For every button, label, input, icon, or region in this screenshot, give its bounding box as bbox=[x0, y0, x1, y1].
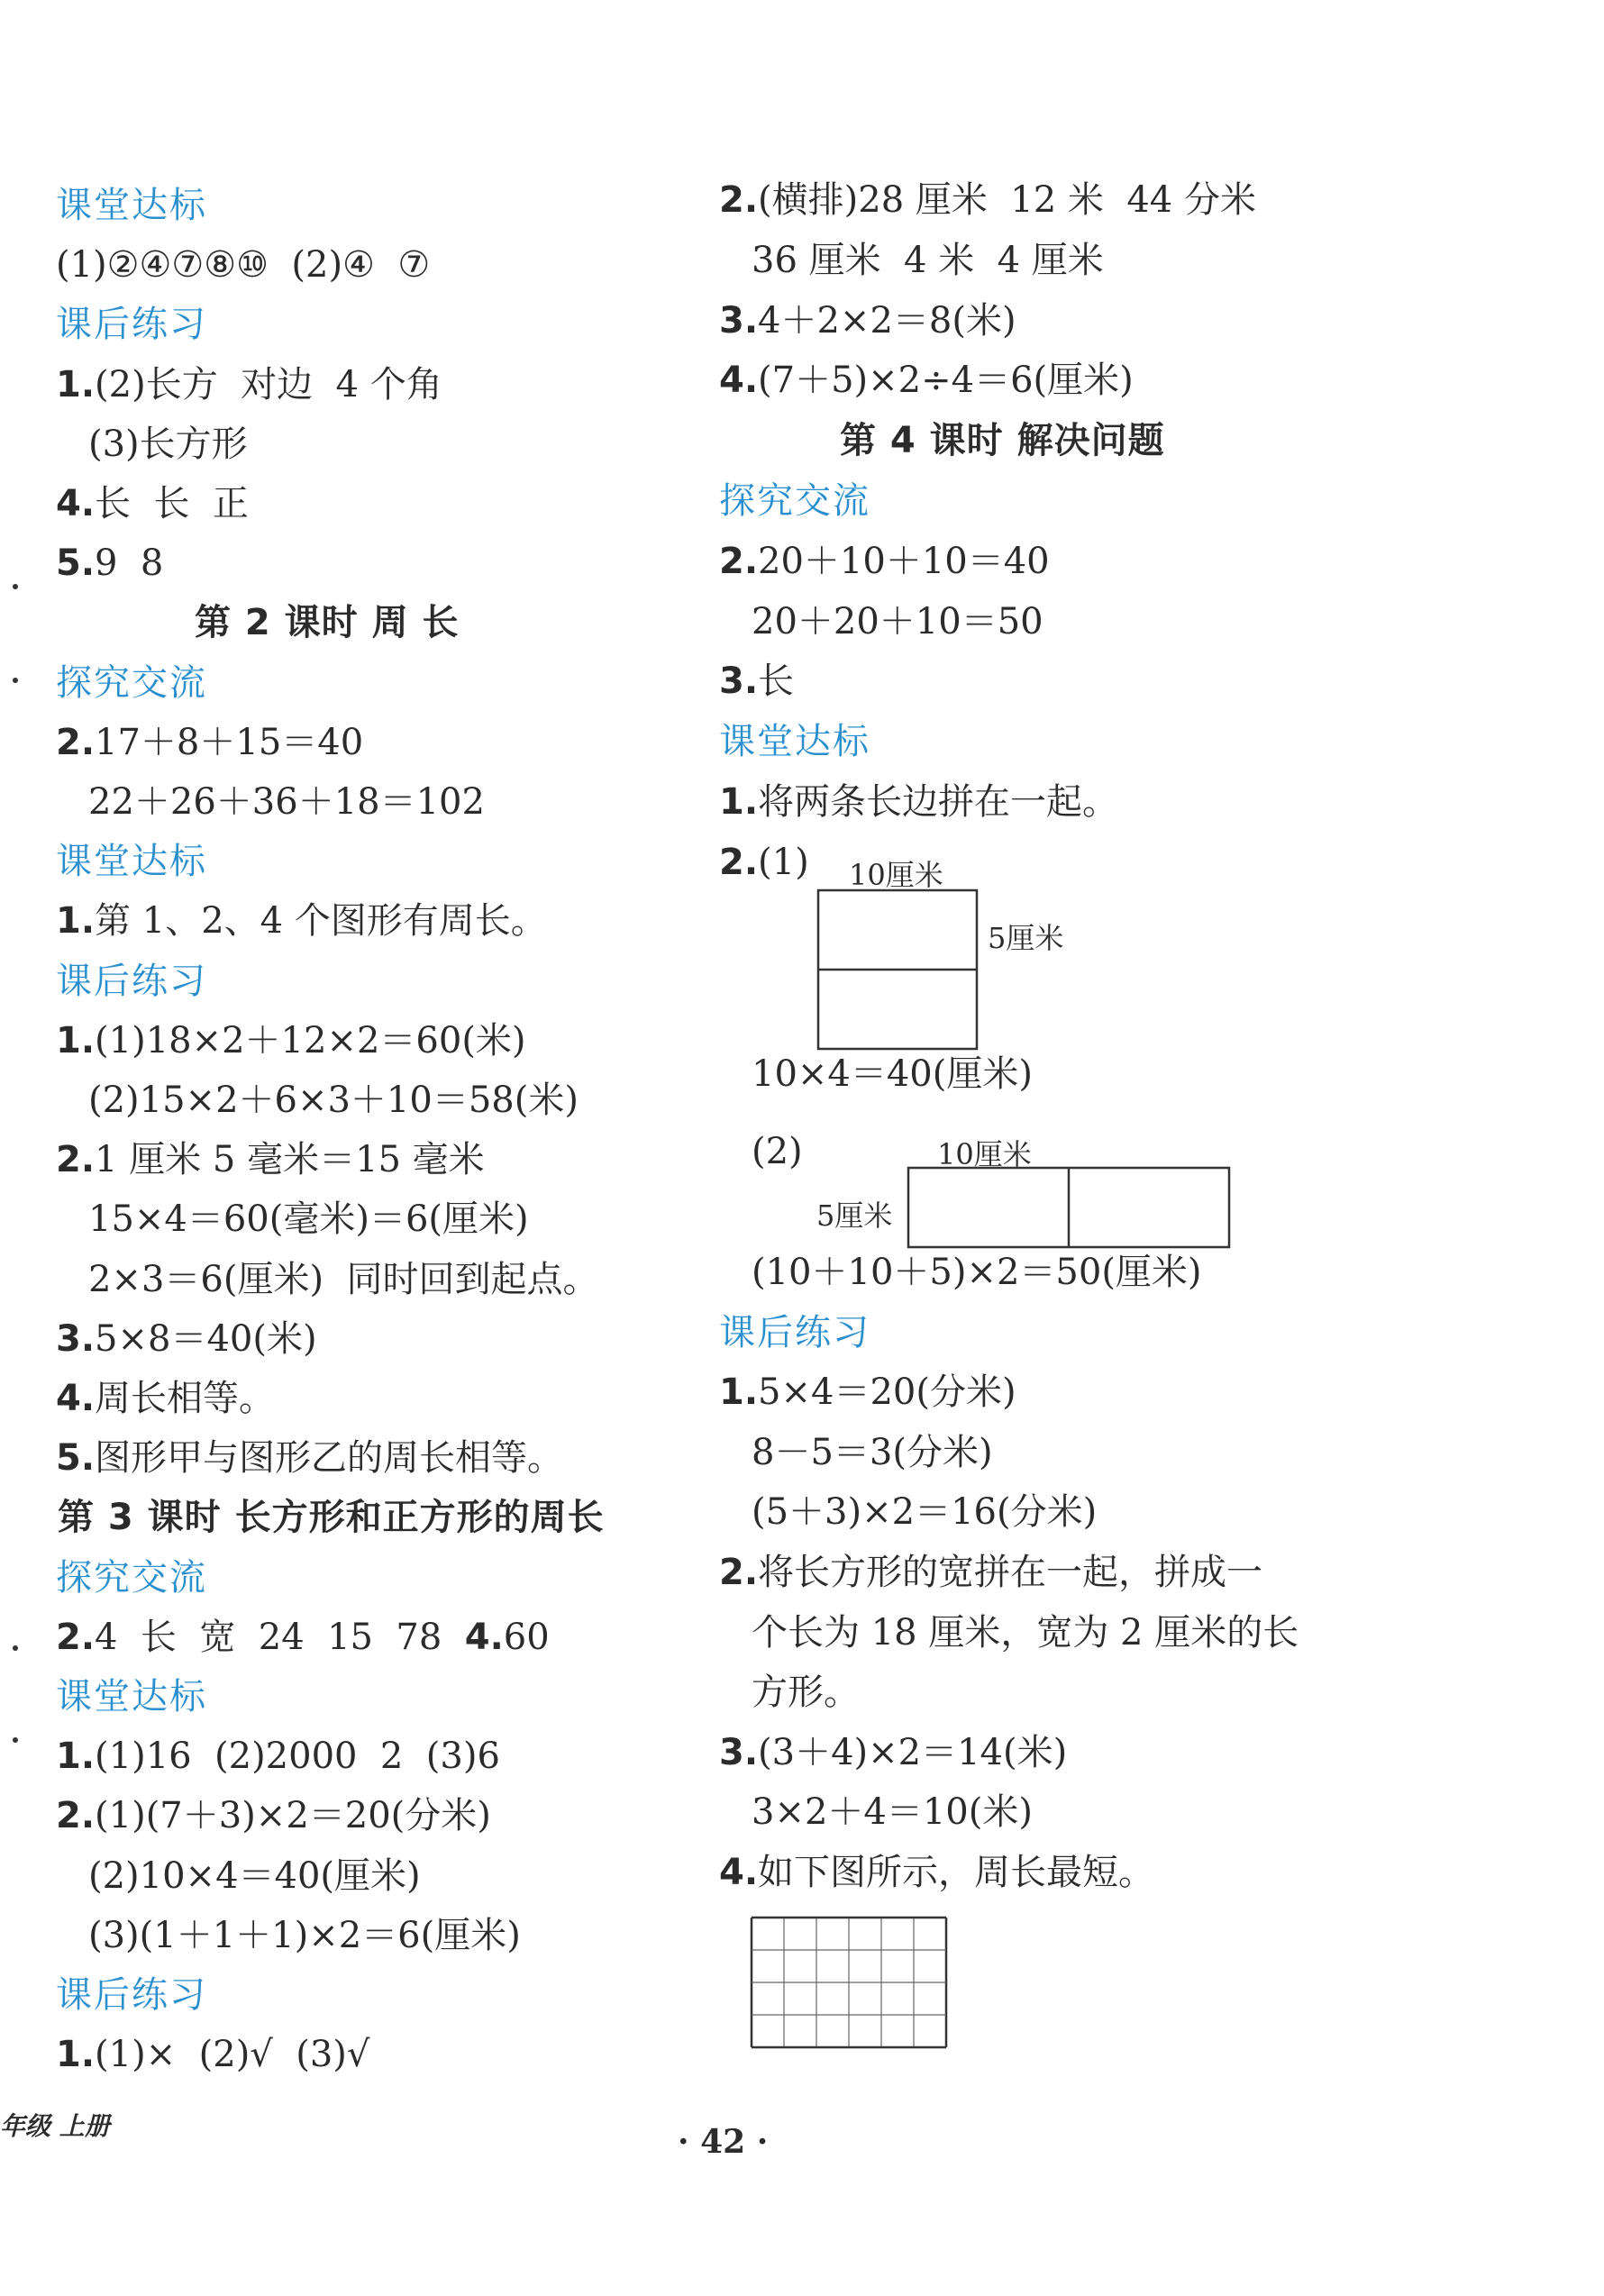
answer-line: 15×4＝60(毫米)＝6(厘米) bbox=[88, 1198, 529, 1241]
item-text: (1)16 (2)2000 2 (3)6 bbox=[95, 1736, 500, 1778]
answer-line: (3)长方形 bbox=[88, 423, 248, 465]
answer-line: 2×3＝6(厘米) 同时回到起点。 bbox=[88, 1258, 599, 1300]
answer-item bbox=[719, 540, 1050, 582]
item-text: 4＋2×2＝8(米) bbox=[758, 299, 1016, 342]
item-number: 1. bbox=[56, 1736, 96, 1778]
item-text: (3＋4)×2＝14(米) bbox=[758, 1731, 1068, 1773]
item-text: 17＋8＋15＝40 bbox=[95, 721, 364, 763]
item-text: 1 厘米 5 毫米＝15 毫米 bbox=[95, 1139, 485, 1181]
answer-item bbox=[719, 841, 809, 883]
item-number: 3. bbox=[719, 661, 759, 703]
answer-item bbox=[719, 1854, 1154, 1891]
item-number: 2. bbox=[56, 1616, 96, 1658]
item-number: 2. bbox=[719, 540, 759, 582]
item-text: 周长相等。 bbox=[95, 1378, 276, 1419]
answer-item bbox=[56, 542, 164, 585]
margin-mark bbox=[13, 584, 18, 589]
answer-item bbox=[56, 363, 442, 405]
answer-line: (2) bbox=[752, 1131, 803, 1172]
item-number: 5. bbox=[56, 1437, 96, 1480]
item-number: 1. bbox=[56, 2034, 96, 2076]
item-number: 4. bbox=[719, 360, 759, 402]
item-number: 4. bbox=[464, 1616, 504, 1658]
item-text: (7＋5)×2÷4＝6(厘米) bbox=[758, 360, 1134, 402]
item-text: (1)18×2＋12×2＝60(米) bbox=[95, 1019, 526, 1061]
section-heading: 课后练习 bbox=[56, 960, 207, 1002]
answer-line: 方形。 bbox=[752, 1672, 860, 1714]
item-text: 20＋10＋10＝40 bbox=[758, 540, 1050, 582]
answer-item bbox=[719, 360, 1134, 402]
figure-grid bbox=[752, 1918, 946, 2047]
lesson-title: 第 2 课时 周 长 bbox=[195, 602, 460, 644]
fig2-side-label: 5厘米 bbox=[816, 1198, 893, 1233]
answer-line: (3)(1＋1＋1)×2＝6(厘米) bbox=[88, 1914, 521, 1956]
item-number: 4. bbox=[719, 1852, 759, 1893]
item-number: 4. bbox=[56, 1378, 96, 1419]
item-text: 4 长 宽 24 15 78 bbox=[95, 1616, 465, 1658]
answer-item bbox=[56, 2034, 370, 2076]
answer-item bbox=[719, 299, 1016, 342]
item-number: 1. bbox=[56, 900, 96, 943]
item-number: 2. bbox=[56, 1139, 96, 1181]
answer-line: 22＋26＋36＋18＝102 bbox=[88, 781, 485, 823]
answer-line: 10×4＝40(厘米) bbox=[752, 1053, 1033, 1095]
answer-line: (2)15×2＋6×3＋10＝58(米) bbox=[88, 1080, 579, 1121]
item-text: 长 bbox=[758, 661, 795, 703]
item-text: (1)(7＋3)×2＝20(分米) bbox=[95, 1795, 491, 1837]
footer-grade-label: 年级 上册 bbox=[0, 2111, 110, 2141]
figure-side-by-side-rectangles bbox=[908, 1168, 1229, 1247]
item-text: 9 8 bbox=[95, 542, 164, 585]
answer-item bbox=[719, 1371, 1016, 1414]
section-heading: 课后练习 bbox=[56, 1974, 207, 2016]
section-heading: 探究交流 bbox=[56, 1556, 207, 1599]
item-text: 长 长 正 bbox=[95, 483, 249, 524]
answer-line: 8－5＝3(分米) bbox=[752, 1431, 993, 1473]
item-number: 1. bbox=[719, 781, 759, 823]
section-heading: 课堂达标 bbox=[56, 1676, 207, 1717]
margin-mark bbox=[13, 678, 18, 683]
section-heading: 课后练习 bbox=[56, 304, 207, 346]
margin-mark bbox=[13, 1737, 18, 1743]
item-text: 如下图所示，周长最短。 bbox=[758, 1852, 1155, 1893]
answer-line: (10＋10＋5)×2＝50(厘米) bbox=[752, 1252, 1202, 1293]
answer-item bbox=[719, 179, 1256, 221]
answer-line: (2)10×4＝40(厘米) bbox=[88, 1854, 421, 1897]
item-number: 3. bbox=[719, 299, 759, 342]
answer-line: 3×2＋4＝10(米) bbox=[752, 1791, 1033, 1834]
section-heading: 探究交流 bbox=[719, 480, 870, 522]
answer-line: (1)②④⑦⑧⑩ (2)④ ⑦ bbox=[56, 244, 431, 287]
lesson-title: 第 4 课时 解决问题 bbox=[840, 420, 1165, 462]
item-number: 5. bbox=[56, 542, 96, 585]
answer-item bbox=[719, 781, 1119, 823]
answer-item bbox=[56, 1317, 317, 1360]
item-text: 将两条长边拼在一起。 bbox=[758, 781, 1119, 823]
fig1-side-label: 5厘米 bbox=[988, 921, 1064, 955]
item-text: 将长方形的宽拼在一起，拼成一 bbox=[758, 1552, 1263, 1593]
section-heading: 课堂达标 bbox=[56, 841, 207, 883]
section-heading: 探究交流 bbox=[56, 661, 207, 704]
lesson-title: 第 3 课时 长方形和正方形的周长 bbox=[58, 1497, 605, 1539]
answer-item bbox=[56, 1616, 550, 1658]
page-number: · 42 · bbox=[678, 2123, 769, 2161]
figure-stacked-rectangles bbox=[818, 890, 977, 1049]
fig1-top-label: 10厘米 bbox=[849, 858, 943, 892]
item-text: 图形甲与图形乙的周长相等。 bbox=[95, 1437, 564, 1480]
item-number: 1. bbox=[719, 1371, 759, 1414]
item-text: (2)长方 对边 4 个角 bbox=[95, 363, 442, 405]
item-number: 3. bbox=[719, 1731, 759, 1773]
item-number: 2. bbox=[719, 1552, 759, 1593]
answer-line: 36 厘米 4 米 4 厘米 bbox=[752, 239, 1104, 281]
item-number: 4. bbox=[56, 483, 96, 524]
answer-line: 20＋20＋10＝50 bbox=[752, 600, 1044, 642]
item-text: (1)× (2)√ (3)√ bbox=[95, 2034, 370, 2076]
answer-item bbox=[56, 483, 249, 524]
item-number: 2. bbox=[56, 721, 96, 763]
section-heading: 课堂达标 bbox=[56, 185, 207, 226]
margin-mark bbox=[13, 1645, 18, 1651]
answer-item bbox=[56, 1736, 500, 1778]
answer-line: (5＋3)×2＝16(分米) bbox=[752, 1491, 1098, 1534]
answer-item bbox=[719, 1731, 1068, 1773]
section-heading: 课堂达标 bbox=[719, 721, 870, 763]
answer-item bbox=[56, 1380, 275, 1417]
item-number: 1. bbox=[56, 363, 96, 405]
item-number: 1. bbox=[56, 1019, 96, 1061]
fig2-top-label: 10厘米 bbox=[937, 1137, 1032, 1171]
answer-item bbox=[56, 1795, 491, 1837]
answer-item bbox=[719, 661, 795, 703]
answer-item bbox=[56, 1437, 564, 1480]
answer-item bbox=[719, 1552, 1263, 1593]
item-text: (横排)28 厘米 12 米 44 分米 bbox=[758, 179, 1256, 221]
answer-item bbox=[56, 900, 547, 943]
item-number: 2. bbox=[719, 179, 759, 221]
answer-item bbox=[56, 721, 364, 763]
item-text: 5×4＝20(分米) bbox=[758, 1371, 1016, 1414]
answer-line: 个长为 18 厘米，宽为 2 厘米的长 bbox=[752, 1611, 1299, 1654]
item-number: 2. bbox=[56, 1795, 96, 1837]
answer-item bbox=[56, 1139, 485, 1181]
item-text: 第 1、2、4 个图形有周长。 bbox=[95, 900, 547, 943]
item-text: 5×8＝40(米) bbox=[95, 1317, 317, 1360]
answer-item bbox=[56, 1019, 526, 1061]
item-text: (1) bbox=[758, 841, 809, 883]
section-heading: 课后练习 bbox=[719, 1311, 870, 1353]
item-text: 60 bbox=[503, 1616, 550, 1658]
item-number: 2. bbox=[719, 841, 759, 883]
item-number: 3. bbox=[56, 1317, 96, 1360]
